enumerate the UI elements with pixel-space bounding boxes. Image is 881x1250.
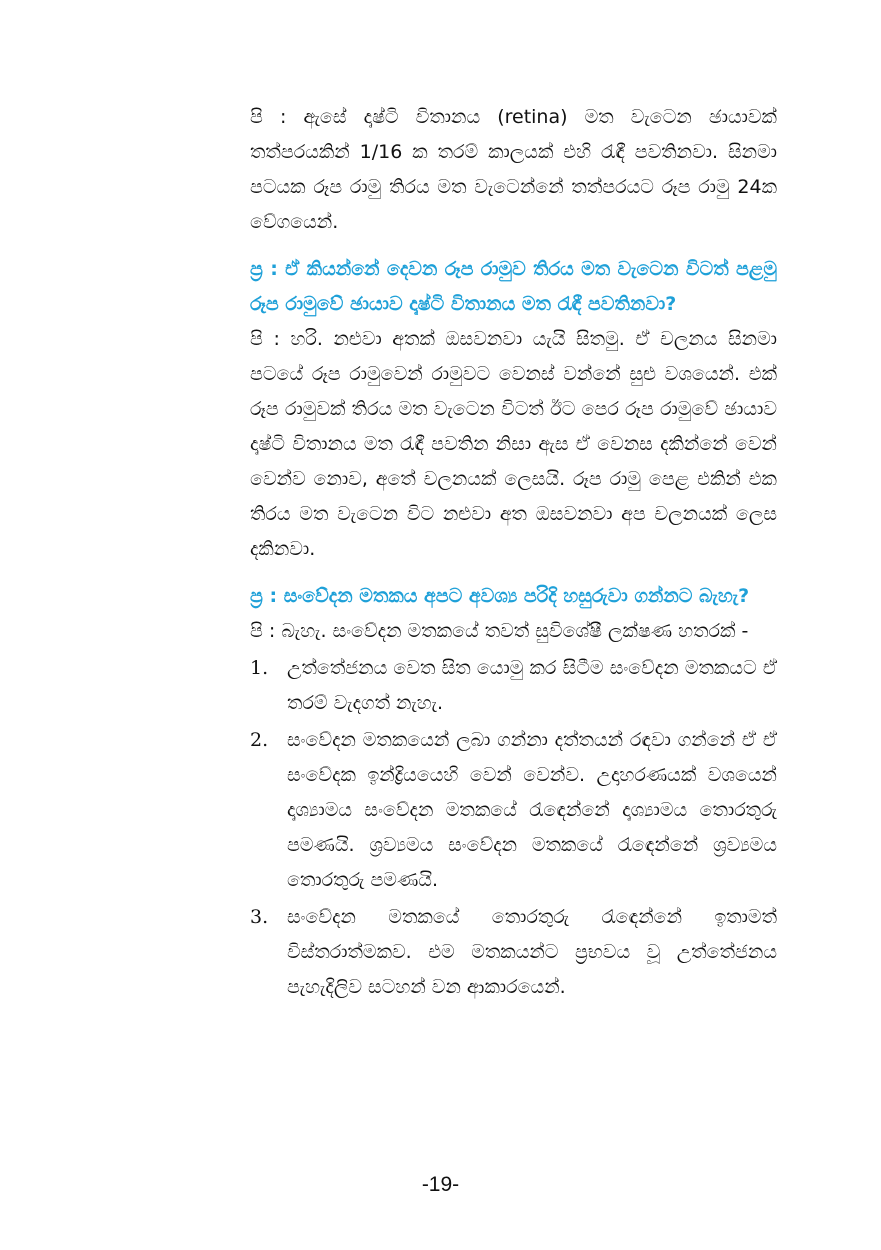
list-item-number: 1. [250, 657, 269, 679]
answer-paragraph-2: පි : හරි. නළුවා අතක් ඔසවනවා යැයි සිතමු. ඒ චලනය සිනමා පටයේ රූප රාමුවෙන් රාමුවට වෙනස් වන්නේ සුළු වශයෙන්. එක් රූප රාමුවක් තිරය මත වැටෙන විටත් ඊට පෙර රූප රාමුවේ ඡායාව දෘෂ්ටි විතානය මත රැඳී පවතින නිසා ඇස ඒ වෙනස දකින්නේ වෙන් වෙන්ව නොව, අතේ චලනයක් ලෙසයි. රූප රාමු පෙළ එකින් එක තිරය මත වැටෙන විට නළුවා අත ඔසවනවා අප චලනයක් ලෙස දකිනවා. [250, 328, 777, 560]
list-item-text: සංවේදන මතකයෙන් ලබා ගන්නා දත්තයන් රඳවා ගන්නේ ඒ ඒ සංවේදක ඉන්ද්‍රියයෙහි වෙන් වෙන්ව. උදාහරණයක් වශයෙන් දෘශ්‍යාමය සංවේදන මතකයේ රැඳෙන්නේ දෘශ්‍යාමය තොරතුරු පමණයි. ශ්‍රව්‍යමය සංවේදන මතකයේ රැඳෙන්නේ ශ්‍රව්‍යමය තොරතුරු පමණයි. [287, 729, 777, 891]
characteristics-list [250, 651, 777, 1005]
list-item-number: 3. [250, 906, 269, 928]
answer-paragraph-1: පි : ඇසේ දෘෂ්ටි විතානය (retina) මත වැටෙන ඡායාවක් තත්පරයකින් 1/16 ක තරම් කාලයක් එහි රැඳී පවතිනවා. සිනමා පටයක රූප රාමු තිරය මත වැටෙන්නේ තත්පරයට රූප රාමු 24ක වේගයෙන්. [250, 106, 777, 233]
list-item [250, 900, 777, 1005]
question-paragraph-2: ප්‍ර : ඒ කියන්නේ දෙවන රූප රාමුව තිරය මත වැටෙන විටත් පළමු රූප රාමුවේ ඡායාව දෘෂ්ටි විතානය මත රැඳී පවතිනවා? [250, 258, 777, 315]
list-item [250, 651, 777, 721]
question-paragraph-3: ප්‍ර : සංවේදන මතකය අපට අවශ්‍ය පරිදි හසුරුවා ගන්නට බැහැ? [250, 585, 750, 607]
list-item-text: සංවේදන මතකයේ තොරතුරු රැඳෙන්නේ ඉතාමත් විස්තරාත්මකව. එම මතකයන්ට ප්‍රභවය වූ උත්තේජනය පැහැදිලිව සටහන් වන ආකාරයෙන්. [287, 906, 777, 998]
list-item-number: 2. [250, 729, 269, 751]
answer-paragraph-3: පි : බැහැ. සංවේදන මතකයේ තවත් සුවිශේෂී ලක්ෂණ හතරක් - [250, 620, 749, 642]
list-item-text: උත්තේජනය වෙත සිත යොමු කර සිටීම සංවේදන මතකයට ඒ තරම් වැදගත් නැහැ. [287, 657, 777, 714]
list-item [250, 723, 777, 898]
page-number: -19- [421, 1173, 460, 1196]
page-content [250, 100, 777, 1005]
